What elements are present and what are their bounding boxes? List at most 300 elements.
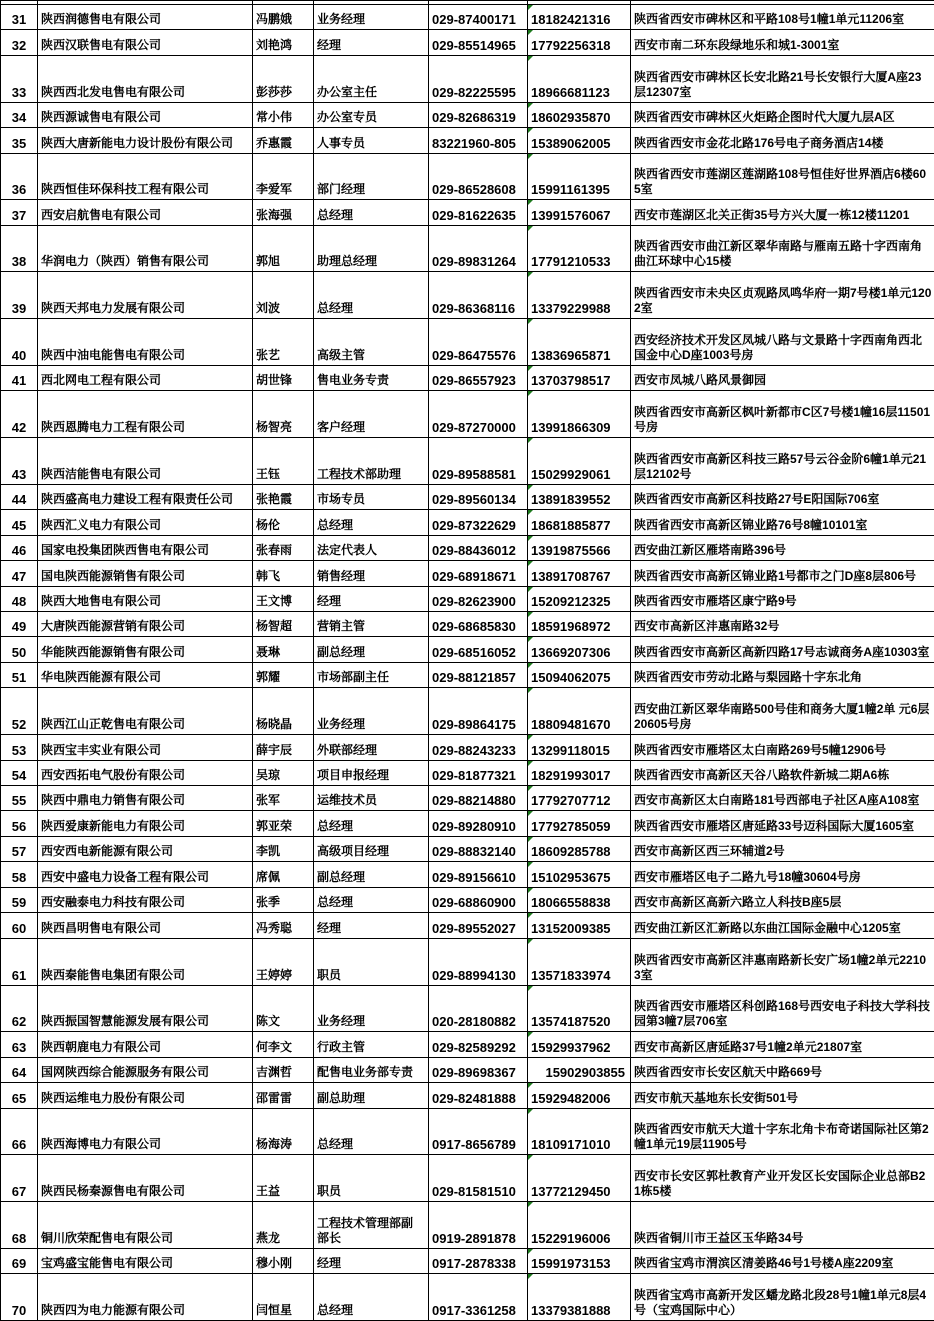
cell-contact[interactable]: 刘波 xyxy=(253,272,314,319)
cell-contact[interactable]: 韩飞 xyxy=(253,561,314,586)
cell-contact[interactable]: 李爱军 xyxy=(253,153,314,200)
cell-row-number[interactable]: 40 xyxy=(1,319,38,366)
cell-company[interactable]: 陕西中鼎电力销售有限公司 xyxy=(38,786,253,811)
cell-address[interactable]: 西安市航天基地东长安街501号 xyxy=(631,1083,934,1108)
cell-company[interactable]: 陕西恒佳环保科技工程有限公司 xyxy=(38,153,253,200)
cell-row-number[interactable]: 43 xyxy=(1,437,38,484)
cell-contact[interactable]: 张海强 xyxy=(253,200,314,225)
cell-mobile[interactable]: 15929937962 xyxy=(528,1032,631,1057)
cell-address[interactable]: 陕西省宝鸡市高新开发区蟠龙路北段28号1幢1单元8层4号（宝鸡国际中心） xyxy=(631,1274,934,1321)
table-row xyxy=(1,836,934,861)
cell-phone[interactable]: 0919-2891878 xyxy=(429,1201,528,1248)
cell-phone[interactable]: 029-86557923 xyxy=(429,365,528,390)
cell-phone[interactable]: 029-89552027 xyxy=(429,913,528,938)
table-row xyxy=(1,510,934,535)
cell-row-number[interactable]: 68 xyxy=(1,1201,38,1248)
cell-mobile[interactable]: 15102953675 xyxy=(528,862,631,887)
cell-mobile[interactable]: 18291993017 xyxy=(528,760,631,785)
cell-contact[interactable]: 胡世锋 xyxy=(253,365,314,390)
cell-address[interactable]: 陕西省西安市高新区天谷八路软件新城二期A6栋 xyxy=(631,760,934,785)
cell-title[interactable]: 客户经理 xyxy=(314,391,429,438)
cell-phone[interactable]: 029-88121857 xyxy=(429,662,528,687)
cell-company[interactable]: 西安启航售电有限公司 xyxy=(38,200,253,225)
cell-mobile[interactable]: 13299118015 xyxy=(528,735,631,760)
cell-title[interactable]: 总经理 xyxy=(314,887,429,912)
cell-address[interactable]: 陕西省西安市雁塔区太白南路269号5幢12906号 xyxy=(631,735,934,760)
cell-address[interactable]: 西安经济技术开发区凤城八路与文景路十字西南角西北国金中心D座1003号房 xyxy=(631,319,934,366)
cell-row-number[interactable]: 35 xyxy=(1,128,38,153)
cell-title[interactable]: 工程技术部助理 xyxy=(314,437,429,484)
cell-mobile[interactable]: 15209212325 xyxy=(528,586,631,611)
cell-company[interactable]: 陕西源诚售电有限公司 xyxy=(38,102,253,127)
cell-mobile[interactable]: 18809481670 xyxy=(528,688,631,735)
cell-company[interactable]: 陕西朝鹿电力有限公司 xyxy=(38,1032,253,1057)
cell-phone[interactable]: 029-89831264 xyxy=(429,225,528,272)
cell-mobile[interactable]: 17792707712 xyxy=(528,786,631,811)
cell-company[interactable]: 铜川欣荣配售电有限公司 xyxy=(38,1201,253,1248)
table-row xyxy=(1,1108,934,1155)
cell-row-number[interactable]: 52 xyxy=(1,688,38,735)
cell-company[interactable]: 大唐陕西能源营销有限公司 xyxy=(38,611,253,636)
cell-row-number[interactable]: 36 xyxy=(1,153,38,200)
cell-company[interactable]: 陕西江山正乾售电有限公司 xyxy=(38,688,253,735)
cell-address[interactable]: 西安市南二环东段绿地乐和城1-3001室 xyxy=(631,30,934,55)
cell-contact[interactable]: 穆小刚 xyxy=(253,1248,314,1273)
cell-contact[interactable]: 王钰 xyxy=(253,437,314,484)
cell-company[interactable]: 西安西电新能源有限公司 xyxy=(38,836,253,861)
cell-contact[interactable]: 吉渊哲 xyxy=(253,1057,314,1082)
cell-company[interactable]: 陕西民杨秦源售电有限公司 xyxy=(38,1155,253,1202)
cell-phone[interactable]: 029-88243233 xyxy=(429,735,528,760)
cell-row-number[interactable]: 45 xyxy=(1,510,38,535)
cell-row-number[interactable]: 48 xyxy=(1,586,38,611)
cell-row-number[interactable]: 66 xyxy=(1,1108,38,1155)
cell-mobile[interactable]: 15229196006 xyxy=(528,1201,631,1248)
cell-row-number[interactable]: 37 xyxy=(1,200,38,225)
cell-row-number[interactable]: 34 xyxy=(1,102,38,127)
cell-company[interactable]: 国电陕西能源销售有限公司 xyxy=(38,561,253,586)
cell-company[interactable]: 陕西汉联售电有限公司 xyxy=(38,30,253,55)
cell-title[interactable]: 办公室专员 xyxy=(314,102,429,127)
cell-row-number[interactable]: 51 xyxy=(1,662,38,687)
cell-contact[interactable]: 王婷婷 xyxy=(253,938,314,985)
cell-phone[interactable]: 029-82589292 xyxy=(429,1032,528,1057)
cell-title[interactable]: 配售电业务部专责 xyxy=(314,1057,429,1082)
cell-contact[interactable]: 邵雷雷 xyxy=(253,1083,314,1108)
table-row xyxy=(1,484,934,509)
table-row xyxy=(1,128,934,153)
cell-company[interactable]: 西安中盛电力设备工程有限公司 xyxy=(38,862,253,887)
cell-address[interactable]: 西安市莲湖区北关正街35号方兴大厦一栋12楼11201 xyxy=(631,200,934,225)
cell-title[interactable]: 经理 xyxy=(314,586,429,611)
cell-address[interactable]: 西安市凤城八路风景御园 xyxy=(631,365,934,390)
cell-phone[interactable]: 029-85514965 xyxy=(429,30,528,55)
cell-address[interactable]: 陕西省西安市莲湖区莲湖路108号恒佳好世界酒店6楼605室 xyxy=(631,153,934,200)
table-row xyxy=(1,365,934,390)
cell-row-number[interactable]: 50 xyxy=(1,637,38,662)
cell-company[interactable]: 陕西润德售电有限公司 xyxy=(38,5,253,30)
cell-phone[interactable]: 029-87270000 xyxy=(429,391,528,438)
cell-phone[interactable]: 029-88832140 xyxy=(429,836,528,861)
cell-mobile[interactable]: 13574187520 xyxy=(528,985,631,1032)
cell-title[interactable]: 工程技术管理部副部长 xyxy=(314,1201,429,1248)
cell-contact[interactable]: 常小伟 xyxy=(253,102,314,127)
table-row xyxy=(1,102,934,127)
cell-contact[interactable]: 乔惠霞 xyxy=(253,128,314,153)
cell-title[interactable]: 业务经理 xyxy=(314,985,429,1032)
cell-contact[interactable]: 薛宇辰 xyxy=(253,735,314,760)
cell-contact[interactable]: 王益 xyxy=(253,1155,314,1202)
cell-contact[interactable]: 杨伦 xyxy=(253,510,314,535)
cell-row-number[interactable]: 64 xyxy=(1,1057,38,1082)
cell-row-number[interactable]: 53 xyxy=(1,735,38,760)
cell-company[interactable]: 陕西爱康新能电力有限公司 xyxy=(38,811,253,836)
cell-title[interactable]: 总经理 xyxy=(314,272,429,319)
cell-row-number[interactable]: 59 xyxy=(1,887,38,912)
cell-company[interactable]: 陕西洁能售电有限公司 xyxy=(38,437,253,484)
cell-row-number[interactable]: 55 xyxy=(1,786,38,811)
cell-phone[interactable]: 029-86368116 xyxy=(429,272,528,319)
table-row xyxy=(1,637,934,662)
cell-row-number[interactable]: 54 xyxy=(1,760,38,785)
cell-title[interactable]: 运维技术员 xyxy=(314,786,429,811)
cell-title[interactable]: 办公室主任 xyxy=(314,55,429,102)
cell-company[interactable]: 西安融泰电力科技有限公司 xyxy=(38,887,253,912)
cell-contact[interactable]: 张季 xyxy=(253,887,314,912)
cell-row-number[interactable]: 38 xyxy=(1,225,38,272)
cell-address[interactable]: 陕西省西安市航天大道十字东北角卡布奇诺国际社区第2幢1单元19层11905号 xyxy=(631,1108,934,1155)
cell-mobile[interactable]: 13772129450 xyxy=(528,1155,631,1202)
cell-title[interactable]: 经理 xyxy=(314,30,429,55)
cell-phone[interactable]: 029-68516052 xyxy=(429,637,528,662)
cell-address[interactable]: 陕西省西安市曲江新区翠华南路与雁南五路十字西南角曲江环球中心15楼 xyxy=(631,225,934,272)
cell-company[interactable]: 陕西宝丰实业有限公司 xyxy=(38,735,253,760)
table-row xyxy=(1,786,934,811)
cell-title[interactable]: 高级主管 xyxy=(314,319,429,366)
cell-title[interactable]: 营销主管 xyxy=(314,611,429,636)
cell-mobile[interactable]: 15991161395 xyxy=(528,153,631,200)
cell-phone[interactable]: 029-89698367 xyxy=(429,1057,528,1082)
cell-phone[interactable]: 029-89280910 xyxy=(429,811,528,836)
cell-phone[interactable]: 029-88436012 xyxy=(429,535,528,560)
cell-address[interactable]: 西安市高新区沣惠南路32号 xyxy=(631,611,934,636)
cell-mobile[interactable]: 18602935870 xyxy=(528,102,631,127)
cell-address[interactable]: 西安曲江新区翠华南路500号佳和商务大厦1幢2单 元6层20605号房 xyxy=(631,688,934,735)
cell-title[interactable]: 总经理 xyxy=(314,1108,429,1155)
table-row xyxy=(1,535,934,560)
cell-contact[interactable]: 张艳霞 xyxy=(253,484,314,509)
cell-phone[interactable]: 83221960-805 xyxy=(429,128,528,153)
cell-address[interactable]: 西安市高新区太白南路181号西部电子社区A座A108室 xyxy=(631,786,934,811)
cell-row-number[interactable]: 60 xyxy=(1,913,38,938)
cell-phone[interactable]: 029-81622635 xyxy=(429,200,528,225)
cell-contact[interactable]: 冯鹏娥 xyxy=(253,5,314,30)
cell-title[interactable]: 职员 xyxy=(314,938,429,985)
cell-address[interactable]: 陕西省西安市未央区贞观路凤鸣华府一期7号楼1单元1202室 xyxy=(631,272,934,319)
cell-phone[interactable]: 029-82225595 xyxy=(429,55,528,102)
cell-mobile[interactable]: 18109171010 xyxy=(528,1108,631,1155)
cell-mobile[interactable]: 13152009385 xyxy=(528,913,631,938)
cell-contact[interactable]: 李凯 xyxy=(253,836,314,861)
cell-contact[interactable]: 冯秀聪 xyxy=(253,913,314,938)
cell-mobile[interactable]: 18966681123 xyxy=(528,55,631,102)
cell-title[interactable]: 行政主管 xyxy=(314,1032,429,1057)
cell-mobile[interactable]: 18591968972 xyxy=(528,611,631,636)
cell-title[interactable]: 助理总经理 xyxy=(314,225,429,272)
cell-row-number[interactable]: 58 xyxy=(1,862,38,887)
cell-row-number[interactable]: 56 xyxy=(1,811,38,836)
cell-title[interactable]: 部门经理 xyxy=(314,153,429,200)
cell-phone[interactable]: 029-82481888 xyxy=(429,1083,528,1108)
cell-row-number[interactable]: 61 xyxy=(1,938,38,985)
cell-mobile[interactable]: 17792785059 xyxy=(528,811,631,836)
cell-mobile[interactable]: 18681885877 xyxy=(528,510,631,535)
cell-address[interactable]: 陕西省西安市高新区高新四路17号志诚商务A座10303室 xyxy=(631,637,934,662)
cell-phone[interactable]: 029-68685830 xyxy=(429,611,528,636)
cell-row-number[interactable]: 70 xyxy=(1,1274,38,1321)
cell-row-number[interactable]: 65 xyxy=(1,1083,38,1108)
cell-phone[interactable]: 029-81877321 xyxy=(429,760,528,785)
cell-mobile[interactable]: 13991866309 xyxy=(528,391,631,438)
cell-company[interactable]: 西安西拓电气股份有限公司 xyxy=(38,760,253,785)
cell-contact[interactable]: 郭亚荣 xyxy=(253,811,314,836)
cell-company[interactable]: 陕西恩腾电力工程有限公司 xyxy=(38,391,253,438)
cell-address[interactable]: 陕西省西安市碑林区火炬路企图时代大厦九层A区 xyxy=(631,102,934,127)
cell-company[interactable]: 陕西西北发电售电有限公司 xyxy=(38,55,253,102)
cell-contact[interactable]: 郭耀 xyxy=(253,662,314,687)
cell-company[interactable]: 陕西振国智慧能源发展有限公司 xyxy=(38,985,253,1032)
cell-phone[interactable]: 029-86528608 xyxy=(429,153,528,200)
cell-mobile[interactable]: 13571833974 xyxy=(528,938,631,985)
cell-address[interactable]: 西安市长安区郭杜教育产业开发区长安国际企业总部B21栋5楼 xyxy=(631,1155,934,1202)
cell-contact[interactable]: 陈文 xyxy=(253,985,314,1032)
cell-contact[interactable]: 彭莎莎 xyxy=(253,55,314,102)
cell-title[interactable]: 经理 xyxy=(314,913,429,938)
table-row xyxy=(1,55,934,102)
cell-title[interactable]: 总经理 xyxy=(314,510,429,535)
cell-address[interactable]: 陕西省西安市高新区枫叶新都市C区7号楼1幢16层11501号房 xyxy=(631,391,934,438)
cell-title[interactable]: 外联部经理 xyxy=(314,735,429,760)
cell-contact[interactable]: 吴琼 xyxy=(253,760,314,785)
cell-title[interactable]: 高级项目经理 xyxy=(314,836,429,861)
cell-address[interactable]: 陕西省西安市雁塔区科创路168号西安电子科技大学科技园第3幢7层706室 xyxy=(631,985,934,1032)
cell-row-number[interactable]: 62 xyxy=(1,985,38,1032)
table-row xyxy=(1,272,934,319)
cell-contact[interactable]: 席佩 xyxy=(253,862,314,887)
cell-mobile[interactable]: 17792256318 xyxy=(528,30,631,55)
cell-contact[interactable]: 杨海涛 xyxy=(253,1108,314,1155)
cell-row-number[interactable]: 46 xyxy=(1,535,38,560)
cell-title[interactable]: 法定代表人 xyxy=(314,535,429,560)
cell-address[interactable]: 西安市高新区高新六路立人科技B座5层 xyxy=(631,887,934,912)
cell-address[interactable]: 陕西省西安市碑林区和平路108号1幢1单元11206室 xyxy=(631,5,934,30)
cell-phone[interactable]: 029-89560134 xyxy=(429,484,528,509)
cell-address[interactable]: 西安曲江新区汇新路以东曲江国际金融中心1205室 xyxy=(631,913,934,938)
cell-mobile[interactable]: 15902903855 xyxy=(528,1057,631,1082)
cell-address[interactable]: 陕西省西安市金花北路176号电子商务酒店14楼 xyxy=(631,128,934,153)
cell-company[interactable]: 西北网电工程有限公司 xyxy=(38,365,253,390)
cell-contact[interactable]: 张军 xyxy=(253,786,314,811)
cell-contact[interactable]: 燕龙 xyxy=(253,1201,314,1248)
cell-address[interactable]: 陕西省西安市长安区航天中路669号 xyxy=(631,1057,934,1082)
cell-company[interactable]: 华电陕西能源有限公司 xyxy=(38,662,253,687)
cell-address[interactable]: 陕西省宝鸡市渭滨区清姜路46号1号楼A座2209室 xyxy=(631,1248,934,1273)
cell-address[interactable]: 陕西省西安市高新区科技三路57号云谷金阶6幢1单元21层12102号 xyxy=(631,437,934,484)
cell-row-number[interactable]: 57 xyxy=(1,836,38,861)
cell-contact[interactable]: 郭旭 xyxy=(253,225,314,272)
cell-address[interactable]: 西安市高新区西三环辅道2号 xyxy=(631,836,934,861)
cell-contact[interactable]: 闫恒星 xyxy=(253,1274,314,1321)
cell-mobile[interactable]: 13669207306 xyxy=(528,637,631,662)
cell-phone[interactable]: 029-87400171 xyxy=(429,5,528,30)
cell-address[interactable]: 陕西省西安市劳动北路与梨园路十字东北角 xyxy=(631,662,934,687)
cell-address[interactable]: 西安市高新区唐延路37号1幢2单元21807室 xyxy=(631,1032,934,1057)
cell-row-number[interactable]: 32 xyxy=(1,30,38,55)
cell-row-number[interactable]: 44 xyxy=(1,484,38,509)
cell-company[interactable]: 宝鸡盛宝能售电有限公司 xyxy=(38,1248,253,1273)
cell-row-number[interactable]: 67 xyxy=(1,1155,38,1202)
cell-mobile[interactable]: 15389062005 xyxy=(528,128,631,153)
cell-mobile[interactable]: 18182421316 xyxy=(528,5,631,30)
cell-company[interactable]: 陕西大唐新能电力设计股份有限公司 xyxy=(38,128,253,153)
cell-contact[interactable]: 聂琳 xyxy=(253,637,314,662)
cell-company[interactable]: 陕西秦能售电集团有限公司 xyxy=(38,938,253,985)
cell-company[interactable]: 陕西中油电能售电有限公司 xyxy=(38,319,253,366)
cell-contact[interactable]: 杨智亮 xyxy=(253,391,314,438)
cell-address[interactable]: 陕西省西安市高新区锦业路1号都市之门D座8层806号 xyxy=(631,561,934,586)
cell-company[interactable]: 国家电投集团陕西售电有限公司 xyxy=(38,535,253,560)
cell-mobile[interactable]: 13836965871 xyxy=(528,319,631,366)
cell-mobile[interactable]: 13891839552 xyxy=(528,484,631,509)
cell-mobile[interactable]: 15029929061 xyxy=(528,437,631,484)
cell-phone[interactable]: 029-87322629 xyxy=(429,510,528,535)
cell-mobile[interactable]: 13379229988 xyxy=(528,272,631,319)
cell-phone[interactable]: 029-81581510 xyxy=(429,1155,528,1202)
cell-address[interactable]: 陕西省西安市高新区沣惠南路新长安广场1幢2单元22103室 xyxy=(631,938,934,985)
table-row xyxy=(1,913,934,938)
cell-address[interactable]: 陕西省西安市碑林区长安北路21号长安银行大厦A座23层12307室 xyxy=(631,55,934,102)
cell-row-number[interactable]: 42 xyxy=(1,391,38,438)
cell-address[interactable]: 陕西省西安市雁塔区康宁路9号 xyxy=(631,586,934,611)
cell-address[interactable]: 陕西省西安市雁塔区唐延路33号迈科国际大厦1605室 xyxy=(631,811,934,836)
cell-row-number[interactable]: 49 xyxy=(1,611,38,636)
cell-title[interactable]: 项目申报经理 xyxy=(314,760,429,785)
table-row xyxy=(1,662,934,687)
table-row xyxy=(1,319,934,366)
cell-contact[interactable]: 张春雨 xyxy=(253,535,314,560)
table-row xyxy=(1,862,934,887)
cell-company[interactable]: 陕西昌明售电有限公司 xyxy=(38,913,253,938)
cell-mobile[interactable]: 13379381888 xyxy=(528,1274,631,1321)
cell-title[interactable]: 副总经理 xyxy=(314,862,429,887)
cell-title[interactable]: 总经理 xyxy=(314,1274,429,1321)
cell-mobile[interactable]: 15094062075 xyxy=(528,662,631,687)
cell-mobile[interactable]: 17791210533 xyxy=(528,225,631,272)
cell-company[interactable]: 陕西运维电力股份有限公司 xyxy=(38,1083,253,1108)
cell-phone[interactable]: 029-86475576 xyxy=(429,319,528,366)
cell-row-number[interactable]: 39 xyxy=(1,272,38,319)
cell-title[interactable]: 人事专员 xyxy=(314,128,429,153)
cell-mobile[interactable]: 15991973153 xyxy=(528,1248,631,1273)
cell-mobile[interactable]: 18066558838 xyxy=(528,887,631,912)
cell-company[interactable]: 陕西天邦电力发展有限公司 xyxy=(38,272,253,319)
cell-title[interactable]: 销售经理 xyxy=(314,561,429,586)
cell-mobile[interactable]: 15929482006 xyxy=(528,1083,631,1108)
cell-address[interactable]: 陕西省西安市高新区科技路27号E阳国际706室 xyxy=(631,484,934,509)
cell-company[interactable]: 陕西海博电力有限公司 xyxy=(38,1108,253,1155)
cell-phone[interactable]: 0917-2878338 xyxy=(429,1248,528,1273)
cell-company[interactable]: 陕西四为电力能源有限公司 xyxy=(38,1274,253,1321)
cell-company[interactable]: 陕西大地售电有限公司 xyxy=(38,586,253,611)
cell-mobile[interactable]: 18609285788 xyxy=(528,836,631,861)
cell-title[interactable]: 总经理 xyxy=(314,811,429,836)
cell-row-number[interactable]: 33 xyxy=(1,55,38,102)
cell-title[interactable]: 副总助理 xyxy=(314,1083,429,1108)
cell-title[interactable]: 职员 xyxy=(314,1155,429,1202)
cell-row-number[interactable]: 31 xyxy=(1,5,38,30)
cell-contact[interactable]: 何李文 xyxy=(253,1032,314,1057)
table-row xyxy=(1,735,934,760)
cell-contact[interactable]: 张艺 xyxy=(253,319,314,366)
cell-title[interactable]: 市场部副主任 xyxy=(314,662,429,687)
cell-title[interactable]: 总经理 xyxy=(314,200,429,225)
cell-phone[interactable]: 020-28180882 xyxy=(429,985,528,1032)
cell-mobile[interactable]: 13919875566 xyxy=(528,535,631,560)
table-row xyxy=(1,200,934,225)
table-row xyxy=(1,225,934,272)
cell-title[interactable]: 副总经理 xyxy=(314,637,429,662)
cell-contact[interactable]: 杨晓晶 xyxy=(253,688,314,735)
cell-contact[interactable]: 杨智超 xyxy=(253,611,314,636)
cell-company[interactable]: 国网陕西综合能源服务有限公司 xyxy=(38,1057,253,1082)
cell-mobile[interactable]: 13891708767 xyxy=(528,561,631,586)
cell-phone[interactable]: 029-89588581 xyxy=(429,437,528,484)
cell-company[interactable]: 陕西盛高电力建设工程有限责任公司 xyxy=(38,484,253,509)
cell-company[interactable]: 华能陕西能源销售有限公司 xyxy=(38,637,253,662)
cell-row-number[interactable]: 69 xyxy=(1,1248,38,1273)
cell-address[interactable]: 西安市雁塔区电子二路九号18幢30604号房 xyxy=(631,862,934,887)
cell-phone[interactable]: 0917-8656789 xyxy=(429,1108,528,1155)
cell-row-number[interactable]: 41 xyxy=(1,365,38,390)
cell-phone[interactable]: 029-82686319 xyxy=(429,102,528,127)
cell-phone[interactable]: 0917-3361258 xyxy=(429,1274,528,1321)
cell-address[interactable]: 陕西省铜川市王益区玉华路34号 xyxy=(631,1201,934,1248)
cell-phone[interactable]: 029-82623900 xyxy=(429,586,528,611)
cell-row-number[interactable]: 63 xyxy=(1,1032,38,1057)
cell-title[interactable]: 业务经理 xyxy=(314,688,429,735)
cell-phone[interactable]: 029-68918671 xyxy=(429,561,528,586)
cell-row-number[interactable]: 47 xyxy=(1,561,38,586)
cell-mobile[interactable]: 13991576067 xyxy=(528,200,631,225)
cell-phone[interactable]: 029-89864175 xyxy=(429,688,528,735)
cell-title[interactable]: 市场专员 xyxy=(314,484,429,509)
cell-title[interactable]: 售电业务专责 xyxy=(314,365,429,390)
cell-title[interactable]: 业务经理 xyxy=(314,5,429,30)
cell-mobile[interactable]: 13703798517 xyxy=(528,365,631,390)
cell-phone[interactable]: 029-88994130 xyxy=(429,938,528,985)
cell-address[interactable]: 西安曲江新区雁塔南路396号 xyxy=(631,535,934,560)
cell-title[interactable]: 经理 xyxy=(314,1248,429,1273)
cell-phone[interactable]: 029-89156610 xyxy=(429,862,528,887)
cell-address[interactable]: 陕西省西安市高新区锦业路76号8幢10101室 xyxy=(631,510,934,535)
cell-contact[interactable]: 王文博 xyxy=(253,586,314,611)
cell-company[interactable]: 华润电力（陕西）销售有限公司 xyxy=(38,225,253,272)
cell-contact[interactable]: 刘艳鸿 xyxy=(253,30,314,55)
cell-phone[interactable]: 029-68860900 xyxy=(429,887,528,912)
table-body xyxy=(1,1,934,1321)
cell-phone[interactable]: 029-88214880 xyxy=(429,786,528,811)
cell-company[interactable]: 陕西汇义电力有限公司 xyxy=(38,510,253,535)
